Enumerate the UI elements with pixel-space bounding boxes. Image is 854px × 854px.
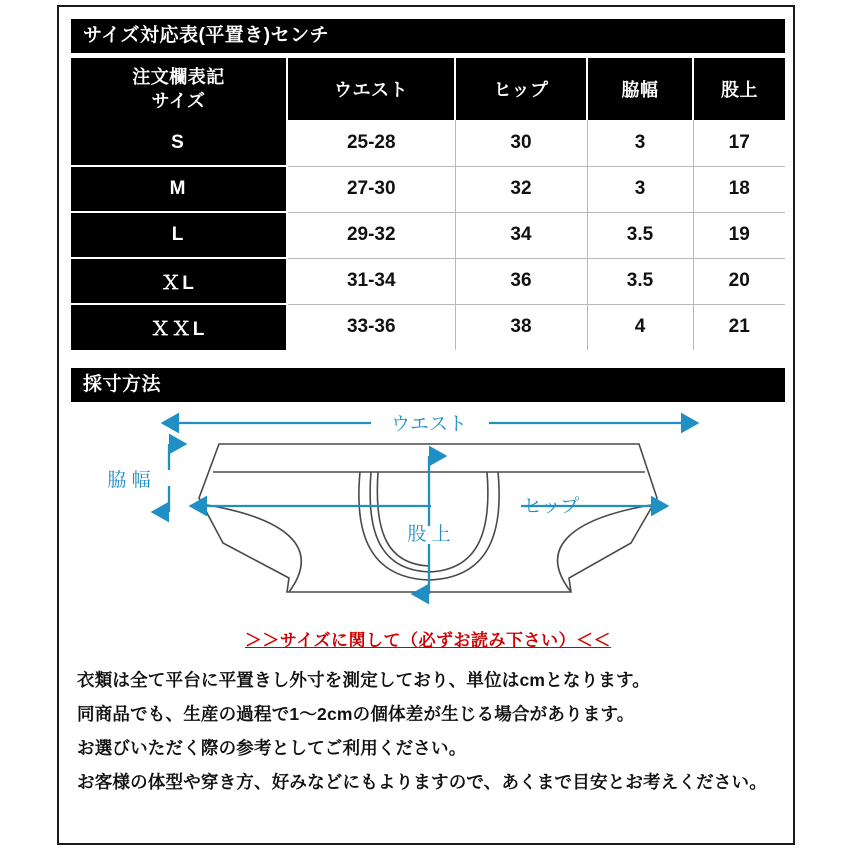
- size-notice-link[interactable]: ＞＞サイズに関して（必ずお読み下さい）＜＜: [244, 631, 612, 650]
- side-width-label: 脇 幅: [107, 470, 151, 491]
- size-chart-title: サイズ対応表(平置き)センチ: [71, 19, 785, 53]
- cell-hip: 36: [455, 258, 587, 304]
- page-frame: [57, 5, 795, 845]
- note-line: お選びいただく際の参考としてご利用ください。: [77, 738, 467, 758]
- notes-block: [71, 667, 785, 794]
- table-row: [71, 258, 785, 304]
- cell-hip: 34: [455, 212, 587, 258]
- cell-side-width: 3: [587, 166, 693, 212]
- waist-label: ウエスト: [390, 414, 468, 435]
- column-header-size: [71, 58, 287, 120]
- cell-rise: 19: [693, 212, 785, 258]
- page-content: [71, 19, 785, 803]
- cell-rise: 20: [693, 258, 785, 304]
- hip-label: ヒップ: [523, 496, 580, 517]
- cell-hip: 30: [455, 120, 587, 166]
- cell-size: S: [71, 120, 287, 166]
- cell-side-width: 3.5: [587, 258, 693, 304]
- column-header-size-line1: 注文欄表記: [132, 66, 225, 87]
- table-header-row: [71, 58, 785, 120]
- cell-size: ＸL: [71, 258, 287, 304]
- rise-label: 股 上: [407, 524, 451, 545]
- cell-rise: 17: [693, 120, 785, 166]
- cell-waist: 29-32: [287, 212, 455, 258]
- cell-size: L: [71, 212, 287, 258]
- table-row: [71, 166, 785, 212]
- table-row: [71, 304, 785, 350]
- cell-hip: 38: [455, 304, 587, 350]
- cell-size: ＸＸL: [71, 304, 287, 350]
- cell-rise: 21: [693, 304, 785, 350]
- cell-size: M: [71, 166, 287, 212]
- size-table-head: [71, 58, 785, 120]
- column-header-rise: 股上: [693, 58, 785, 120]
- note-line: お客様の体型や穿き方、好みなどにもよりますので、あくまで目安とお考えください。: [77, 772, 767, 792]
- cell-side-width: 3: [587, 120, 693, 166]
- table-row: [71, 120, 785, 166]
- cell-waist: 27-30: [287, 166, 455, 212]
- column-header-side-width: 脇幅: [587, 58, 693, 120]
- note-line: 衣類は全て平台に平置きし外寸を測定しており、単位はcmとなります。: [77, 670, 650, 690]
- column-header-size-line2: サイズ: [151, 91, 206, 111]
- measure-method-title: 採寸方法: [71, 368, 785, 402]
- size-table: [71, 58, 785, 350]
- cell-side-width: 3.5: [587, 212, 693, 258]
- cell-rise: 18: [693, 166, 785, 212]
- cell-side-width: 4: [587, 304, 693, 350]
- column-header-waist: ウエスト: [287, 58, 455, 120]
- cell-hip: 32: [455, 166, 587, 212]
- size-table-body: [71, 120, 785, 350]
- cell-waist: 33-36: [287, 304, 455, 350]
- cell-waist: 31-34: [287, 258, 455, 304]
- note-line: 同商品でも、生産の過程で1〜2cmの個体差が生じる場合があります。: [77, 704, 635, 724]
- column-header-hip: ヒップ: [455, 58, 587, 120]
- table-row: [71, 212, 785, 258]
- cell-waist: 25-28: [287, 120, 455, 166]
- measurement-diagram: [71, 408, 785, 620]
